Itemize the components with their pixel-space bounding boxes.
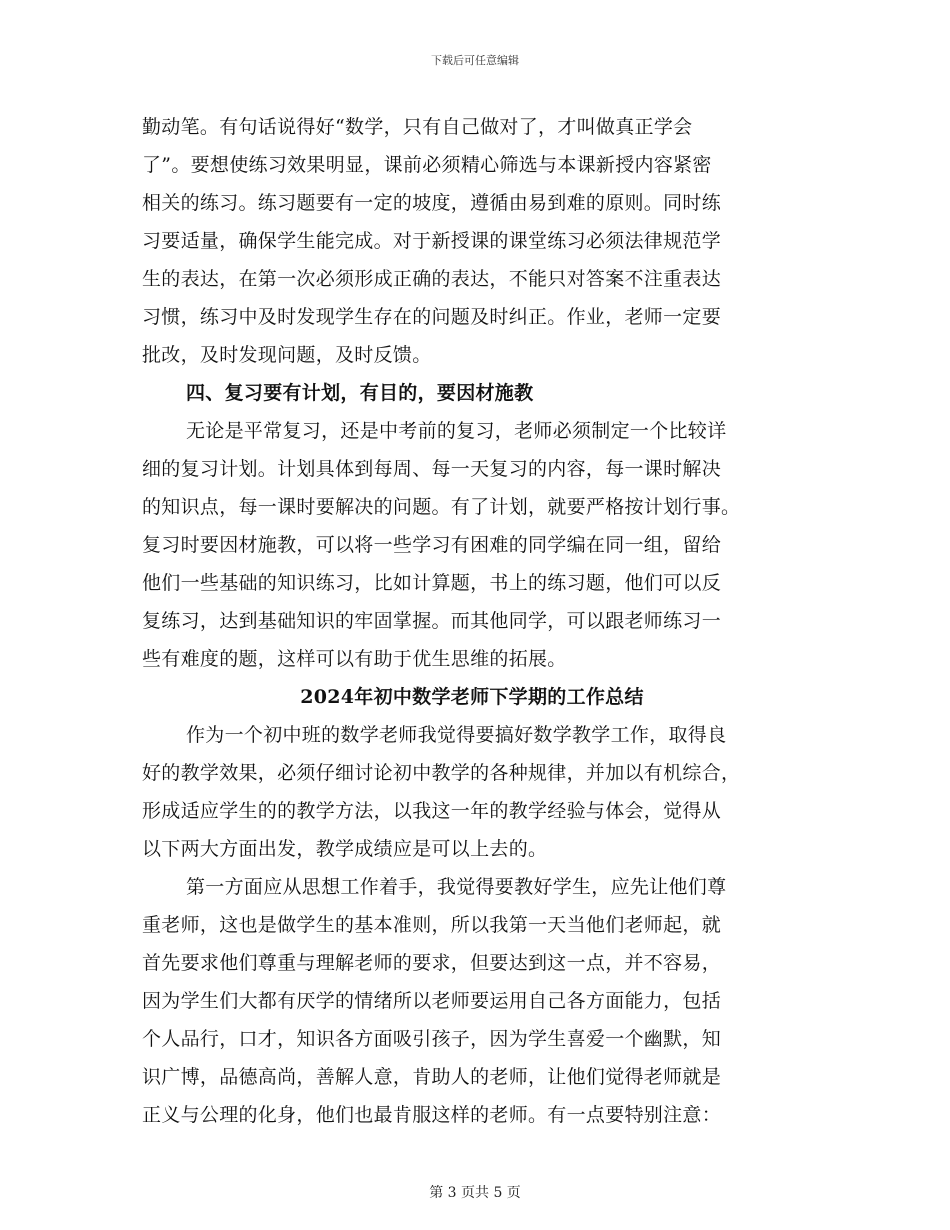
paragraph-line: 个人品行，口才，知识各方面吸引孩子，因为学生喜爱一个幽默，知 [142,1028,722,1050]
paragraph-line: 正义与公理的化身，他们也最肯服这样的老师。有一点要特别注意： [142,1104,722,1126]
paragraph-line: 批改，及时发现问题，及时反馈。 [142,344,432,366]
paragraph-line: 相关的练习。练习题要有一定的坡度，遵循由易到难的原则。同时练 [142,192,722,214]
page-number: 第 3 页共 5 页 [429,1185,521,1201]
paragraph-line: 习惯，练习中及时发现学生存在的问题及时纠正。作业，老师一定要 [142,306,722,328]
paragraph-line: 勤动笔。有句话说得好“数学，只有自己做对了，才叫做真正学会 [142,116,693,138]
paragraph-line: 因为学生们大都有厌学的情绪所以老师要运用自己各方面能力，包括 [142,990,722,1012]
paragraph-line: 了”。要想使练习效果明显，课前必须精心筛选与本课新授内容紧密 [142,154,712,176]
paragraph-line: 作为一个初中班的数学老师我觉得要搞好数学教学工作，取得良 [186,724,727,746]
section-heading: 四、复习要有计划，有目的，要因材施教 [186,382,534,404]
article-title: 2024年初中数学老师下学期的工作总结 [300,686,644,708]
paragraph-line: 形成适应学生的的教学方法，以我这一年的教学经验与体会，觉得从 [142,800,722,822]
paragraph-line: 无论是平常复习，还是中考前的复习，老师必须制定一个比较详 [186,420,727,442]
paragraph-line: 重老师，这也是做学生的基本准则，所以我第一天当他们老师起，就 [142,914,722,936]
document-body [142,108,802,1134]
paragraph-line: 以下两大方面出发，教学成绩应是可以上去的。 [142,838,548,860]
paragraph-line: 的知识点，每一课时要解决的问题。有了计划，就要严格按计划行事。 [142,496,741,518]
paragraph-line: 习要适量，确保学生能完成。对于新授课的课堂练习必须法律规范学 [142,230,722,252]
paragraph-line: 生的表达，在第一次必须形成正确的表达，不能只对答案不注重表达 [142,268,722,290]
page-header: 下载后可任意编辑 [431,54,519,67]
paragraph-line: 好的教学效果，必须仔细讨论初中教学的各种规律，并加以有机综合， [142,762,741,784]
paragraph-line: 他们一些基础的知识练习，比如计算题，书上的练习题，他们可以反 [142,572,722,594]
paragraph-line: 复习时要因材施教，可以将一些学习有困难的同学编在同一组，留给 [142,534,722,556]
paragraph-line: 第一方面应从思想工作着手，我觉得要教好学生，应先让他们尊 [186,876,727,898]
paragraph-line: 识广博，品德高尚，善解人意，肯助人的老师，让他们觉得老师就是 [142,1066,722,1088]
paragraph-line: 首先要求他们尊重与理解老师的要求，但要达到这一点，并不容易， [142,952,722,974]
paragraph-line: 些有难度的题，这样可以有助于优生思维的拓展。 [142,648,567,670]
paragraph-line: 细的复习计划。计划具体到每周、每一天复习的内容，每一课时解决 [142,458,722,480]
paragraph-line: 复练习，达到基础知识的牢固掌握。而其他同学，可以跟老师练习一 [142,610,722,632]
